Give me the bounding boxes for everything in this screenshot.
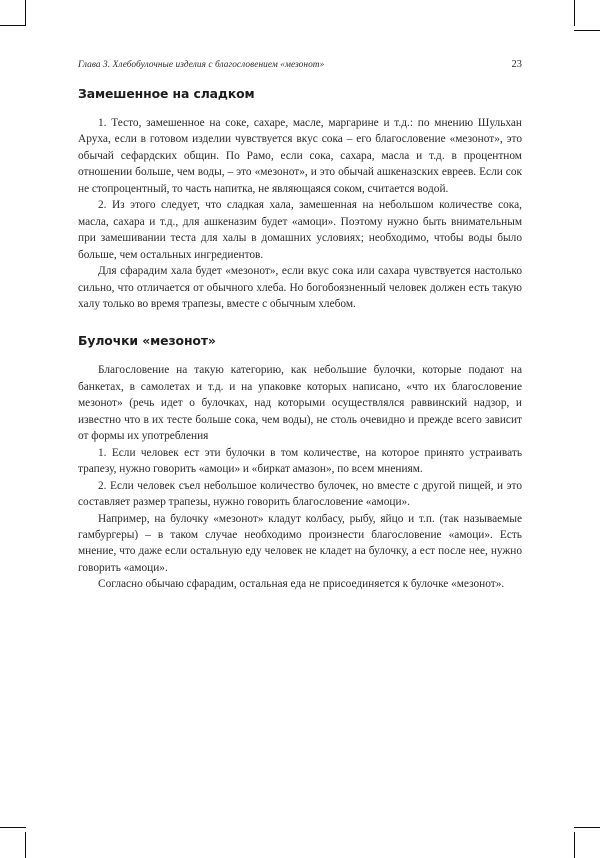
crop-mark-top-left-horizontal [0, 25, 26, 26]
section-heading-bulochki: Булочки «мезонот» [78, 333, 216, 349]
crop-mark-bottom-right-vertical [574, 832, 575, 858]
page-number: 23 [511, 59, 522, 70]
crop-mark-bottom-left-vertical [25, 832, 26, 858]
paragraph: Согласно обычаю сфарадим, остальная еда не присоединяется к булочке «мезонот». [98, 578, 505, 591]
crop-mark-top-left-vertical [25, 0, 26, 26]
paragraph: Например, на булочку «мезонот» кладут колбасу, рыбу, яйцо и т.п. (так называемые гамбургеры) – в таком случае необходимо произнести благословение «амоци». Есть мнение, что даже если остальную еду человек не кладет на булочку, а ест после нее, нужно говорить «амоци». [78, 512, 522, 574]
paragraph: 2. Если человек съел небольшое количество булочек, но вместе с другой пищей, и это составляет размер трапезы, нужно говорить благословение «амоци». [78, 479, 522, 509]
running-header-title: Глава 3. Хлебобулочные изделия с благословением «мезонот» [78, 60, 325, 70]
crop-mark-bottom-left-horizontal [0, 827, 26, 828]
paragraph: Благословение на такую категорию, как небольшие булочки, которые подают на банкетах, в самолетах и т.д. и на упаковке которых написано, «что их благословение мезонот» (речь идет о булочках, над которыми осуществлялся раввинский надзор, и известно что в их тесте больше сока, чем воды), не столь очевидно и прежде всего зависит от формы их употребления [78, 364, 522, 443]
paragraph: 1. Если человек ест эти булочки в том количестве, на которое принято устраивать трапезу, нужно говорить «амоци» и «биркат амазон», по всем мнениям. [78, 446, 522, 476]
paragraph: 2. Из этого следует, что сладкая хала, замешенная на небольшом количестве сока, масла, сахара и т.д., для ашкеназим будет «амоци». Поэтому нужно быть внимательным при замешивании теста для халы в домашних условиях; необходимо, чтобы воды было больше, чем остальных ингредиентов. [78, 199, 522, 261]
running-header [78, 59, 522, 70]
crop-mark-top-right-horizontal [574, 30, 600, 31]
section-heading-zameshennoe: Замешенное на сладком [78, 86, 255, 101]
paragraph: Для сфарадим хала будет «мезонот», если вкус сока или сахара чувствуется настолько сильно, что отличается от обычного хлеба. Но богобоязненный человек должен есть такую халу только во время трапезы, вместе с обычным хлебом. [78, 265, 522, 310]
body-text [78, 86, 522, 593]
paragraph: 1. Тесто, замешенное на соке, сахаре, масле, маргарине и т.д.: по мнению Шульхан Аруха, если в готовом изделии чувствуется вкус сока – его благословение «мезонот», это обычай сефардских общин. По Рамо, если сока, сахара, масла и т.д. в процентном отношении больше, чем воды, – это «мезонот», и это обычай ашкеназских евреев. Если сок не стопроцентный, то часть напитка, не являющаяся соком, считается водой. [78, 117, 522, 195]
crop-mark-bottom-right-horizontal [574, 827, 600, 828]
crop-mark-top-right-vertical [574, 0, 575, 26]
